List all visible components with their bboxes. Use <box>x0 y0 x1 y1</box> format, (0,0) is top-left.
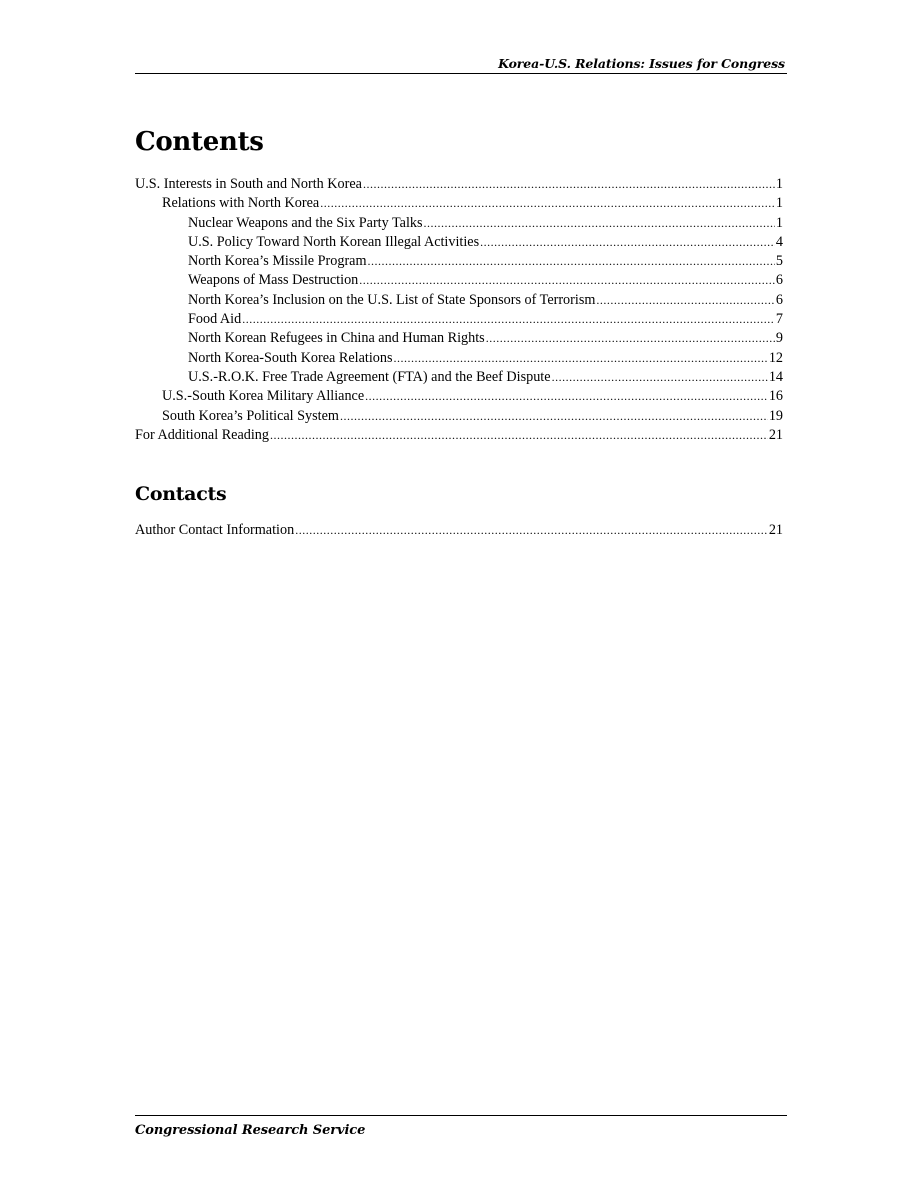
toc-entry-page: 12 <box>768 349 783 366</box>
toc-dot-leader <box>365 387 768 406</box>
page-header <box>135 54 787 74</box>
toc-entry[interactable] <box>135 407 783 426</box>
toc-entry[interactable] <box>135 175 783 194</box>
toc-entry[interactable] <box>135 291 783 310</box>
toc-dot-leader <box>320 194 775 213</box>
toc-dot-leader <box>270 426 768 445</box>
toc-entry[interactable] <box>135 329 783 348</box>
toc-dot-leader <box>552 368 768 387</box>
toc-entry-page: 9 <box>775 330 783 347</box>
toc-entry-label: North Korea’s Missile Program <box>188 253 367 270</box>
toc-entry-label: For Additional Reading <box>135 426 269 443</box>
toc-entry-page: 19 <box>768 407 783 424</box>
toc-entry-label: Author Contact Information <box>135 522 295 539</box>
toc-entry-page: 14 <box>768 368 783 385</box>
toc-entry-label: Food Aid <box>188 311 242 328</box>
toc-entry-page: 1 <box>775 176 783 192</box>
toc-entry[interactable] <box>135 349 783 368</box>
running-title: Korea-U.S. Relations: Issues for Congress <box>498 56 785 71</box>
toc-dot-leader <box>295 521 768 540</box>
toc-entry-label: North Korea-South Korea Relations <box>188 349 393 366</box>
toc-dot-leader <box>340 407 768 426</box>
toc-entry-label: U.S. Interests in South and North Korea <box>135 176 362 192</box>
contacts-toc <box>135 521 783 540</box>
toc-dot-leader <box>368 252 775 271</box>
toc-dot-leader <box>480 233 775 252</box>
toc-entry-page: 5 <box>775 253 783 270</box>
contacts-heading: Contacts <box>135 483 227 506</box>
toc-entry-page: 1 <box>775 214 783 231</box>
toc-entry-label: U.S. Policy Toward North Korean Illegal Activities <box>188 233 480 250</box>
toc-entry-page: 4 <box>775 233 783 250</box>
toc-entry-page: 21 <box>768 522 783 539</box>
toc-entry[interactable] <box>135 194 783 213</box>
toc-entry-page: 7 <box>775 311 783 328</box>
footer-text: Congressional Research Service <box>135 1123 366 1138</box>
toc-entry[interactable] <box>135 214 783 233</box>
toc-entry[interactable] <box>135 368 783 387</box>
toc-entry-label: U.S.-R.O.K. Free Trade Agreement (FTA) and the Beef Dispute <box>188 368 551 385</box>
toc-entry[interactable] <box>135 271 783 290</box>
toc-entry-page: 21 <box>768 426 783 443</box>
contents-toc <box>135 175 783 445</box>
toc-entry[interactable] <box>135 310 783 329</box>
toc-entry-label: Nuclear Weapons and the Six Party Talks <box>188 214 423 231</box>
section-spacer <box>135 445 783 485</box>
toc-entry-label: Weapons of Mass Destruction <box>188 272 359 289</box>
toc-dot-leader <box>424 214 775 233</box>
toc-dot-leader <box>359 271 775 290</box>
toc-entry[interactable] <box>135 387 783 406</box>
toc-entry-page: 6 <box>775 272 783 289</box>
toc-entry-label: North Korean Refugees in China and Human Rights <box>188 330 485 347</box>
toc-entry-label: South Korea’s Political System <box>162 407 339 424</box>
toc-dot-leader <box>394 349 768 368</box>
page-footer <box>135 1115 787 1139</box>
toc-entry-label: U.S.-South Korea Military Alliance <box>162 388 365 405</box>
contents-heading: Contents <box>135 127 264 157</box>
toc-entry-page: 1 <box>775 195 783 212</box>
toc-dot-leader <box>486 329 775 348</box>
toc-entry-label: North Korea’s Inclusion on the U.S. List of State Sponsors of Terrorism <box>188 291 596 308</box>
toc-dot-leader <box>242 310 775 329</box>
toc-entry[interactable] <box>135 426 783 445</box>
toc-dot-leader <box>363 175 775 194</box>
toc-dot-leader <box>596 291 775 310</box>
toc-entry[interactable] <box>135 521 783 540</box>
toc-entry-page: 16 <box>768 388 783 405</box>
toc-entry-page: 6 <box>775 291 783 308</box>
toc-entry[interactable] <box>135 252 783 271</box>
toc-entry-label: Relations with North Korea <box>162 195 320 212</box>
toc-entry[interactable] <box>135 233 783 252</box>
main-content <box>135 120 783 540</box>
